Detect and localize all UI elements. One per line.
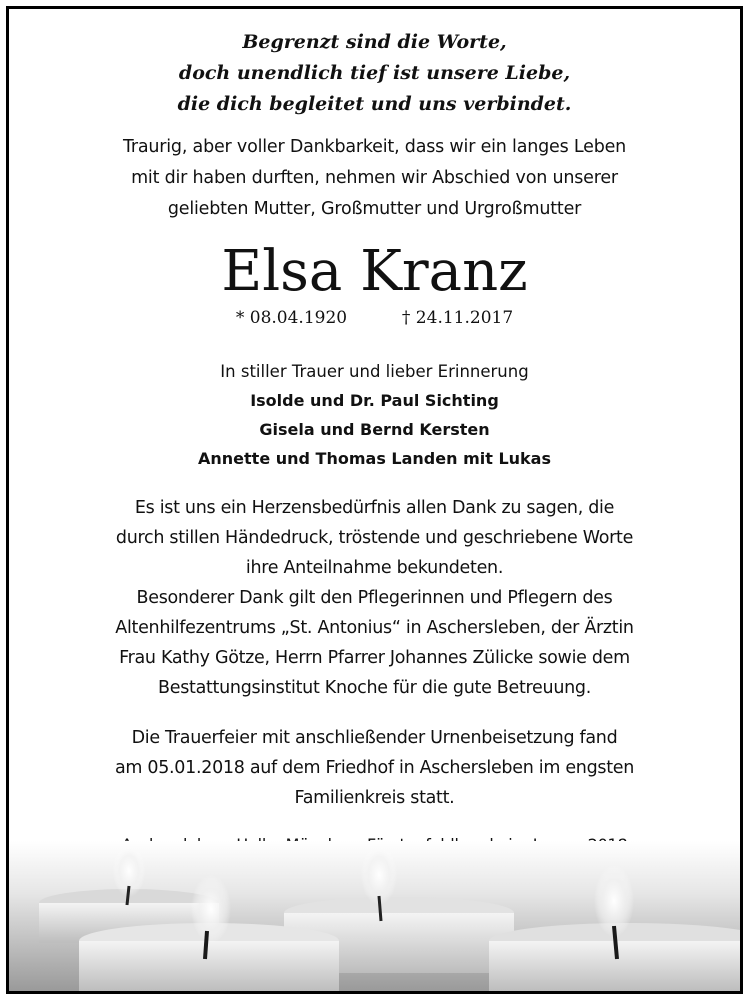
thanks-line: Frau Kathy Götze, Herrn Pfarrer Johannes Zülicke sowie dem xyxy=(119,648,630,668)
thanks-line: Altenhilfezentrums „St. Antonius“ in Aschersleben, der Ärztin xyxy=(115,618,634,638)
mourners-block xyxy=(9,357,740,473)
thanks-line: Bestattungsinstitut Knoche für die gute Betreuung. xyxy=(158,678,591,698)
funeral-line: Familienkreis statt. xyxy=(294,788,455,808)
thanks-line: ihre Anteilnahme bekundeten. xyxy=(245,558,504,578)
funeral-line: Die Trauerfeier mit anschließender Urnenbeisetzung fand xyxy=(131,728,618,748)
thanks-paragraph xyxy=(9,493,740,703)
funeral-line: am 05.01.2018 auf dem Friedhof in Aschersleben im engsten xyxy=(114,758,635,778)
candles-image xyxy=(9,841,740,991)
intro-line: Traurig, aber voller Dankbarkeit, dass wir ein langes Leben xyxy=(122,137,627,157)
intro-line: geliebten Mutter, Großmutter und Urgroßmutter xyxy=(167,199,582,219)
thanks-line: durch stillen Händedruck, tröstende und geschriebene Worte xyxy=(115,528,634,548)
funeral-paragraph xyxy=(9,723,740,813)
mourner-name: Annette und Thomas Landen mit Lukas xyxy=(198,449,551,468)
obituary-notice xyxy=(6,6,743,994)
mourners-intro: In stiller Trauer und lieber Erinnerung xyxy=(220,362,529,381)
life-dates xyxy=(9,305,740,331)
mourner-name: Isolde und Dr. Paul Sichting xyxy=(250,391,499,410)
birth-date: * 08.04.1920 xyxy=(235,308,348,328)
intro-line: mit dir haben durften, nehmen wir Abschied von unserer xyxy=(131,168,618,188)
thanks-line: Es ist uns ein Herzensbedürfnis allen Dank zu sagen, die xyxy=(134,498,615,518)
deceased-name: Elsa Kranz xyxy=(221,239,528,304)
notice-content xyxy=(9,9,740,859)
intro-text xyxy=(9,132,740,225)
motto-line: doch unendlich tief ist unsere Liebe, xyxy=(178,62,571,84)
thanks-line: Besonderer Dank gilt den Pflegerinnen und Pflegern des xyxy=(136,588,613,608)
motto-line: Begrenzt sind die Worte, xyxy=(242,31,507,53)
motto-line: die dich begleitet und uns verbindet. xyxy=(177,93,572,115)
motto xyxy=(9,27,740,120)
death-date: † 24.11.2017 xyxy=(401,308,514,328)
mourner-name: Gisela und Bernd Kersten xyxy=(259,420,490,439)
